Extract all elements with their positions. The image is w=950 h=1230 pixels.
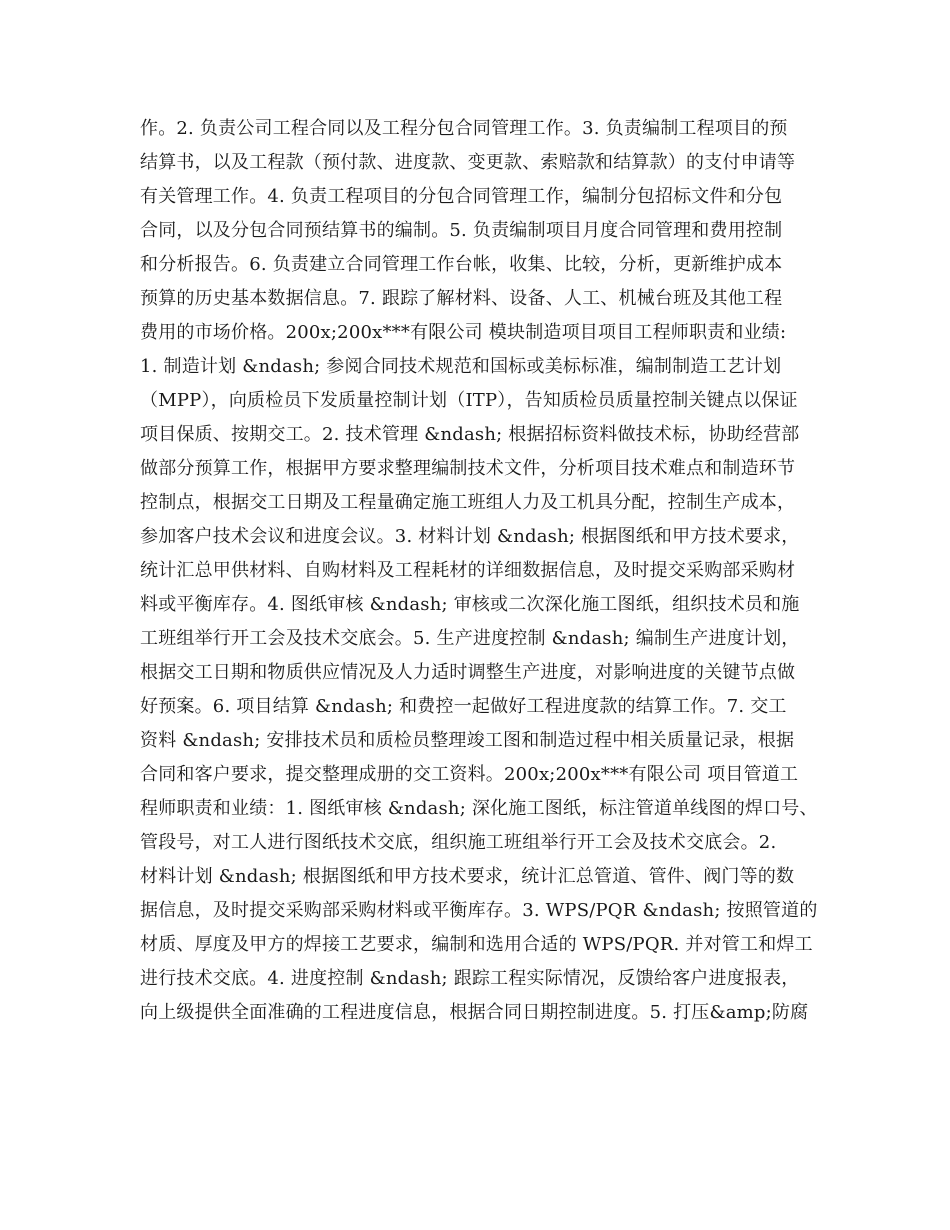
text-line: 做部分预算工作，根据甲方要求整理编制技术文件，分析项目技术难点和制造环节: [140, 458, 796, 479]
text-line: 据信息，及时提交采购部采购材料或平衡库存。3. WPS/PQR &ndash; 按照管道的: [140, 900, 818, 921]
text-line: 项目保质、按期交工。2. 技术管理 &ndash; 根据招标资料做技术标，协助经营部: [140, 424, 800, 445]
text-line: 合同，以及分包合同预结算书的编制。5. 负责编制项目月度合同管理和费用控制: [140, 220, 783, 241]
text-line: 有关管理工作。4. 负责工程项目的分包合同管理工作，编制分包招标文件和分包: [140, 186, 783, 207]
text-line: 资料 &ndash; 安排技术员和质检员整理竣工图和制造过程中相关质量记录，根据: [140, 730, 795, 751]
text-line: 结算书，以及工程款（预付款、进度款、变更款、索赔款和结算款）的支付申请等: [140, 152, 796, 173]
text-line: 材料计划 &ndash; 根据图纸和甲方技术要求，统计汇总管道、管件、阀门等的数: [140, 866, 795, 887]
text-line: 向上级提供全面准确的工程进度信息，根据合同日期控制进度。5. 打压&amp;防腐: [140, 1002, 809, 1023]
text-line: 预算的历史基本数据信息。7. 跟踪了解材料、设备、人工、机械台班及其他工程: [140, 288, 783, 309]
text-line: 好预案。6. 项目结算 &ndash; 和费控一起做好工程进度款的结算工作。7. 交工: [140, 696, 787, 717]
text-line: 费用的市场价格。200x;200x***有限公司 模块制造项目项目工程师职责和业绩:: [140, 322, 787, 343]
text-line: 和分析报告。6. 负责建立合同管理工作台帐，收集、比较，分析，更新维护成本: [140, 254, 783, 275]
text-line: 进行技术交底。4. 进度控制 &ndash; 跟踪工程实际情况，反馈给客户进度报表，: [140, 968, 800, 989]
text-line: 程师职责和业绩：1. 图纸审核 &ndash; 深化施工图纸，标注管道单线图的焊口号、: [140, 798, 818, 819]
text-line: 合同和客户要求，提交整理成册的交工资料。200x;200x***有限公司 项目管道工: [140, 764, 799, 785]
text-line: 工班组举行开工会及技术交底会。5. 生产进度控制 &ndash; 编制生产进度计划，: [140, 628, 800, 649]
text-line: 控制点，根据交工日期及工程量确定施工班组人力及工机具分配，控制生产成本，: [140, 492, 796, 513]
text-line: （MPP），向质检员下发质量控制计划（ITP），告知质检员质量控制关键点以保证: [140, 390, 798, 411]
text-line: 1. 制造计划 &ndash; 参阅合同技术规范和国标或美标标准，编制制造工艺计划: [140, 356, 782, 377]
text-line: 统计汇总甲供材料、自购材料及工程耗材的详细数据信息，及时提交采购部采购材: [140, 560, 796, 581]
text-line: 管段号，对工人进行图纸技术交底，组织施工班组举行开工会及技术交底会。2.: [140, 832, 777, 853]
body-text: [140, 112, 820, 1030]
text-line: 根据交工日期和物质供应情况及人力适时调整生产进度，对影响进度的关键节点做: [140, 662, 796, 683]
text-line: 参加客户技术会议和进度会议。3. 材料计划 &ndash; 根据图纸和甲方技术要求，: [140, 526, 800, 547]
text-line: 材质、厚度及甲方的焊接工艺要求，编制和选用合适的 WPS/PQR. 并对管工和焊工: [140, 934, 813, 955]
text-line: 作。2. 负责公司工程合同以及工程分包合同管理工作。3. 负责编制工程项目的预: [140, 118, 788, 139]
text-line: 料或平衡库存。4. 图纸审核 &ndash; 审核或二次深化施工图纸，组织技术员和施: [140, 594, 800, 615]
